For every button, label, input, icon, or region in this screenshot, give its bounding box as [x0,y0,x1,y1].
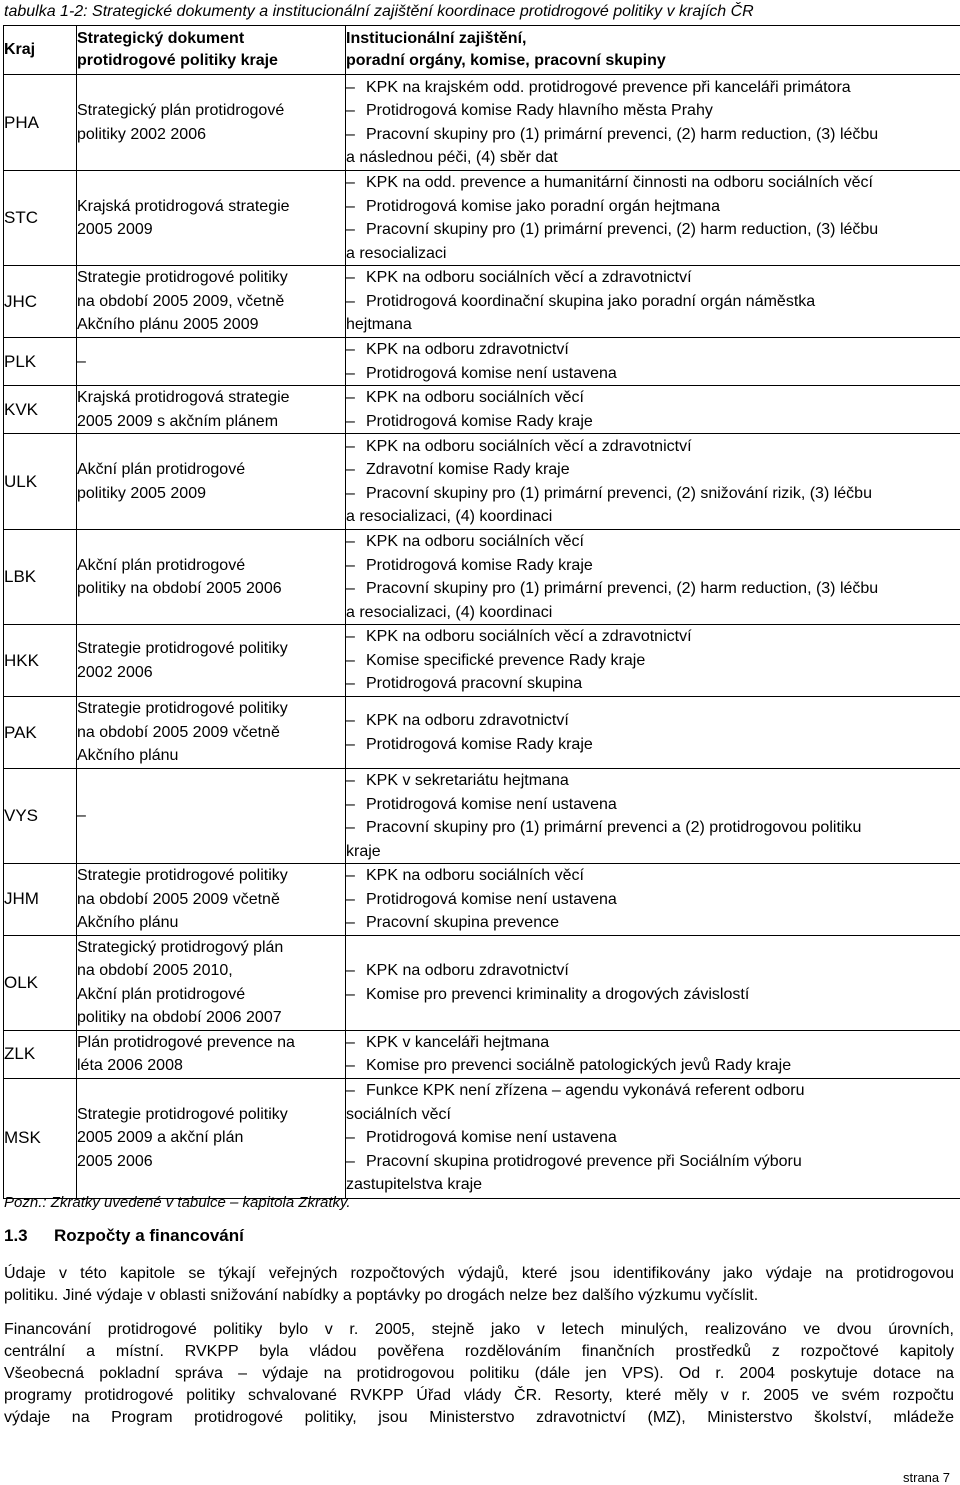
strategic-document [77,1030,346,1078]
institution-text: KPK na odboru sociálních věcí a zdravotnictví [366,437,692,455]
institution-text: Protidrogová pracovní skupina [366,675,583,693]
institution-text: KPK v kanceláři hejtmana [366,1033,550,1051]
dash-bullet: – [346,292,355,310]
table-header-row [4,26,960,75]
institution-line [346,769,960,793]
dash-bullet: – [346,412,355,430]
section-number: 1.3 [4,1226,28,1245]
institutional-support [346,386,960,434]
strategy-table [3,25,960,1199]
dash-bullet: – [346,484,355,502]
institution-line [346,76,960,100]
institution-line [346,816,960,840]
kraj-code: ZLK [4,1030,77,1078]
dash-bullet: – [346,461,355,478]
institution-text: KPK na krajském odd. protidrogové prevence při kanceláři primátora [366,78,851,96]
dash-bullet: – [346,890,355,908]
dash-bullet: – [346,125,355,143]
document-line: Strategie protidrogové politiky [77,700,288,718]
header-document-line: protidrogové politiky kraje [77,52,278,69]
institution-item [346,983,960,1007]
dash-bullet: – [346,174,355,191]
institution-item [346,1126,960,1150]
institution-item [346,733,960,757]
kraj-code: VYS [4,769,77,864]
institution-item [346,195,960,219]
kraj-code: JHC [4,266,77,338]
institution-item [346,171,960,195]
dash-bullet: – [346,269,355,287]
document-line: Strategie protidrogové politiky [77,1105,288,1123]
institution-text: Protidrogová komise Rady hlavního města Prahy [366,102,713,119]
institution-text: KPK na odboru sociálních věcí a zdravotnictví [366,628,692,646]
page-number: strana 7 [903,1470,950,1485]
institution-text: Funkce KPK není zřízena – agendu vykonává referent odboru [366,1082,805,1100]
kraj-code: PAK [4,697,77,769]
institution-item [346,290,960,337]
institution-text: KPK na odboru sociálních věcí a zdravotnictví [366,269,692,287]
institution-line [346,733,960,757]
institution-line [346,672,960,696]
paragraph-line: Všeobecná pokladní správa – výdaje na protidrogovou politiku (dále jen VPS). Od r. 2004 poskytuje dotace na [4,1365,954,1382]
table-row [4,434,960,530]
institutional-support [346,338,960,386]
institution-line [346,625,960,649]
institutional-support [346,864,960,936]
institution-line [346,709,960,733]
dash-bullet: – [346,962,355,979]
institution-item [346,1054,960,1078]
document-line: 2005 2009 [77,221,153,238]
institution-item [346,959,960,983]
document-line: 2005 2006 [77,1152,153,1170]
document-line: politiky na období 2006 2007 [77,1009,282,1026]
institution-text: KPK v sekretariátu hejtmana [366,772,569,789]
institution-text: KPK na odboru sociálních věcí [366,867,584,884]
header-document-line: Strategický dokument [77,30,245,47]
institution-line-continued: a následnou péči, (4) sběr dat [346,149,558,166]
institution-line [346,554,960,578]
strategic-document [77,697,346,769]
institution-item [346,482,960,529]
paragraph-line: centrální a místní. RVKPP byla vládou pověřena rozdělováním finančních prostředků z rozpočtové kapitoly [4,1343,954,1360]
institution-item [346,458,960,482]
institution-line [346,266,960,290]
document-line: na období 2005 2009 včetně [77,723,280,741]
document-line: Krajská protidrogová strategie [77,389,290,406]
institution-text: KPK na odboru zdravotnictví [366,341,569,358]
institution-text: Pracovní skupina prevence [366,914,559,931]
institution-line [346,435,960,459]
table-row [4,697,960,769]
institution-text: Zdravotní komise Rady kraje [366,461,570,478]
institution-line-continued: sociálních věcí [346,1105,451,1123]
institution-item [346,1150,960,1197]
dash-bullet: – [346,1152,355,1170]
document-line: Strategický plán protidrogové [77,102,285,119]
header-kraj: Kraj [4,26,77,75]
dash-bullet: – [346,735,355,753]
dash-bullet: – [346,772,355,789]
kraj-code: PLK [4,338,77,386]
institution-item [346,435,960,459]
institution-text: Protidrogová komise není ustavena [366,1129,617,1147]
institution-text: Pracovní skupina protidrogové prevence při Sociálním výboru [366,1152,802,1170]
table-row [4,935,960,1030]
document-line: Akčního plánu 2005 2009 [77,316,259,334]
dash-bullet: – [346,914,355,931]
dash-bullet: – [346,675,355,693]
institution-item [346,911,960,935]
institution-line [346,123,960,147]
document-line: Strategie protidrogové politiky [77,269,288,287]
institutional-support [346,266,960,338]
institutional-support [346,75,960,171]
paragraph [4,1263,954,1307]
institutional-support [346,1030,960,1078]
institution-text: Pracovní skupiny pro (1) primární prevenci, (2) harm reduction, (3) léčbu [366,221,879,238]
institution-line [346,1126,960,1150]
strategic-document [77,864,346,936]
institution-item [346,888,960,912]
document-line: Strategie protidrogové politiky [77,640,288,657]
document-line: Strategie protidrogové politiky [77,867,288,884]
institution-line [346,458,960,482]
document-line: – [77,352,86,370]
institutional-support [346,434,960,530]
document-line: 2005 2009 a akční plán [77,1129,244,1147]
institution-item [346,577,960,624]
institution-line [346,649,960,673]
strategic-document [77,338,346,386]
dash-bullet: – [346,651,355,669]
document-line: politiky 2005 2009 [77,484,206,502]
institution-item [346,625,960,649]
institution-item [346,649,960,673]
institution-item [346,816,960,863]
institution-line [346,99,960,123]
institution-line-continued: hejtmana [346,316,412,334]
paragraph-line: politiku. Jiné výdaje v oblasti snižování nabídky a poptávky po drogách nelze bez dalšího výzkumu vyčíslit. [4,1287,759,1304]
institution-item [346,672,960,696]
institution-item [346,362,960,386]
strategic-document [77,1078,346,1198]
institution-line-continued: kraje [346,842,381,860]
institution-text: Komise pro prevenci kriminality a drogových závislostí [366,985,750,1003]
table-row [4,1030,960,1078]
institution-text: Pracovní skupiny pro (1) primární prevenci, (2) harm reduction, (3) léčbu [366,125,879,143]
header-document [77,26,346,75]
institution-item [346,410,960,434]
institution-line [346,1079,960,1103]
document-line: Akčního plánu [77,914,179,931]
institution-item [346,864,960,888]
dash-bullet: – [346,819,355,836]
institution-line [346,577,960,601]
table-row [4,1078,960,1198]
header-institutional-line: poradní orgány, komise, pracovní skupiny [346,52,666,69]
institution-line [346,171,960,195]
institution-text: Protidrogová komise Rady kraje [366,412,593,430]
institution-text: KPK na odd. prevence a humanitární činnosti na odboru sociálních věcí [366,174,873,191]
institution-item [346,554,960,578]
document-line: 2002 2006 [77,663,153,681]
document-line: 2005 2009 s akčním plánem [77,412,279,430]
paragraph [4,1319,954,1429]
document-line: Plán protidrogové prevence na [77,1033,295,1051]
section-title: Rozpočty a financování [54,1226,244,1245]
institution-item [346,386,960,410]
kraj-code: HKK [4,625,77,697]
table-row [4,386,960,434]
dash-bullet: – [346,533,355,550]
institutional-support [346,1078,960,1198]
dash-bullet: – [346,580,355,597]
dash-bullet: – [346,628,355,646]
institution-text: KPK na odboru zdravotnictví [366,712,569,729]
institution-item [346,709,960,733]
kraj-code: ULK [4,434,77,530]
institution-line [346,959,960,983]
strategic-document [77,171,346,266]
kraj-code: OLK [4,935,77,1030]
table-row [4,864,960,936]
section-heading [4,1226,244,1246]
institution-text: KPK na odboru sociálních věcí [366,389,584,406]
dash-bullet: – [346,389,355,406]
kraj-code: LBK [4,530,77,625]
institution-text: Komise pro prevenci sociálně patologických jevů Rady kraje [366,1057,792,1074]
dash-bullet: – [346,1129,355,1147]
institution-line-continued: zastupitelstva kraje [346,1176,483,1194]
dash-bullet: – [346,102,355,119]
table-row [4,625,960,697]
document-line: – [77,807,86,825]
dash-bullet: – [346,1082,355,1100]
kraj-code: JHM [4,864,77,936]
institution-line [346,386,960,410]
dash-bullet: – [346,795,355,813]
institution-text: KPK na odboru sociálních věcí [366,533,584,550]
institution-text: Protidrogová komise jako poradní orgán hejtmana [366,197,720,215]
institution-item [346,1079,960,1126]
institution-line [346,410,960,434]
institution-line [346,362,960,386]
institutional-support [346,530,960,625]
institution-text: KPK na odboru zdravotnictví [366,962,569,979]
institution-text: Pracovní skupiny pro (1) primární prevenci, (2) snižování rizik, (3) léčbu [366,484,872,502]
strategic-document [77,769,346,864]
institution-item [346,793,960,817]
table-row [4,769,960,864]
table-note: Pozn.: Zkratky uvedené v tabulce – kapitola Zkratky. [4,1194,351,1211]
institution-item [346,76,960,100]
dash-bullet: – [346,985,355,1003]
document-line: na období 2005 2009 včetně [77,890,280,908]
dash-bullet: – [346,712,355,729]
institution-text: Protidrogová komise Rady kraje [366,556,593,574]
header-institutional [346,26,960,75]
strategic-document [77,386,346,434]
institution-text: Pracovní skupiny pro (1) primární prevenci, (2) harm reduction, (3) léčbu [366,580,879,597]
institution-item [346,266,960,290]
institution-line [346,1031,960,1055]
institution-text: Protidrogová koordinační skupina jako poradní orgán náměstka [366,292,816,310]
dash-bullet: – [346,867,355,884]
dash-bullet: – [346,197,355,215]
strategic-document [77,530,346,625]
dash-bullet: – [346,556,355,574]
document-line: na období 2005 2010, [77,962,233,979]
strategic-document [77,266,346,338]
document-line: Akčního plánu [77,747,179,765]
dash-bullet: – [346,1033,355,1051]
document-line: politiky 2002 2006 [77,125,206,143]
document-line: léta 2006 2008 [77,1057,183,1074]
dash-bullet: – [346,78,355,96]
table-body [4,75,960,1199]
header-institutional-line: Institucionální zajištění, [346,30,527,47]
table-row [4,530,960,625]
institutional-support [346,769,960,864]
institution-line [346,1150,960,1174]
document-line: Akční plán protidrogové [77,985,246,1003]
table-row [4,75,960,171]
kraj-code: PHA [4,75,77,171]
institution-text: Protidrogová komise není ustavena [366,795,617,813]
institution-line [346,793,960,817]
institution-text: Protidrogová komise není ustavena [366,364,617,382]
institution-line [346,864,960,888]
institution-item [346,1031,960,1055]
institutional-support [346,697,960,769]
institution-line [346,338,960,362]
dash-bullet: – [346,341,355,358]
institution-line [346,530,960,554]
institutional-support [346,625,960,697]
dash-bullet: – [346,1057,355,1074]
document-line: na období 2005 2009, včetně [77,292,285,310]
institution-line-continued: a resocializaci, (4) koordinaci [346,603,553,621]
institution-text: Protidrogová komise Rady kraje [366,735,593,753]
institutional-support [346,935,960,1030]
institution-item [346,769,960,793]
kraj-code: MSK [4,1078,77,1198]
institution-item [346,530,960,554]
document-line: Krajská protidrogová strategie [77,197,290,215]
strategic-document [77,434,346,530]
institution-line [346,195,960,219]
table-row [4,171,960,266]
institution-line-continued: a resocializaci, (4) koordinaci [346,508,553,525]
institution-line [346,482,960,506]
paragraph-line: Financování protidrogové politiky bylo v r. 2005, stejně jako v letech minulých, realizováno ve dvou úrovních, [4,1321,954,1338]
dash-bullet: – [346,437,355,455]
institution-item [346,99,960,123]
institution-text: Pracovní skupiny pro (1) primární prevenci a (2) protidrogovou politiku [366,819,862,836]
paragraph-line: programy protidrogové politiky schvalované RVKPP Úřad vlády ČR. Resorty, které měly v r. 2005 ve svém rozpočtu [4,1387,954,1404]
kraj-code: KVK [4,386,77,434]
kraj-code: STC [4,171,77,266]
paragraph-line: Údaje v této kapitole se týkají veřejných rozpočtových výdajů, které jsou identifikovány jako výdaje na protidrogovou [4,1265,954,1282]
institution-line [346,1054,960,1078]
institution-item [346,123,960,170]
dash-bullet: – [346,221,355,238]
paragraph-line: výdaje na Program protidrogové politiky, jsou Ministerstvo zdravotnictví (MZ), Ministerstvo školství, mládeže [4,1409,954,1426]
institution-line [346,911,960,935]
document-line: Akční plán protidrogové [77,556,246,574]
document-line: politiky na období 2005 2006 [77,580,282,597]
table-caption: tabulka 1-2: Strategické dokumenty a institucionální zajištění koordinace protidrogové politiky v krajích ČR [4,3,754,20]
institution-line-continued: a resocializaci [346,244,447,262]
institution-line [346,218,960,242]
document-line: Strategický protidrogový plán [77,938,284,956]
strategic-document [77,625,346,697]
institution-text: Komise specifické prevence Rady kraje [366,651,646,669]
table-row [4,338,960,386]
dash-bullet: – [346,364,355,382]
institution-item [346,338,960,362]
institution-line [346,888,960,912]
strategic-document [77,935,346,1030]
institution-line [346,290,960,314]
strategic-document [77,75,346,171]
institution-item [346,218,960,265]
document-line: Akční plán protidrogové [77,461,246,478]
institution-text: Protidrogová komise není ustavena [366,890,617,908]
table-row [4,266,960,338]
institution-line [346,983,960,1007]
institutional-support [346,171,960,266]
